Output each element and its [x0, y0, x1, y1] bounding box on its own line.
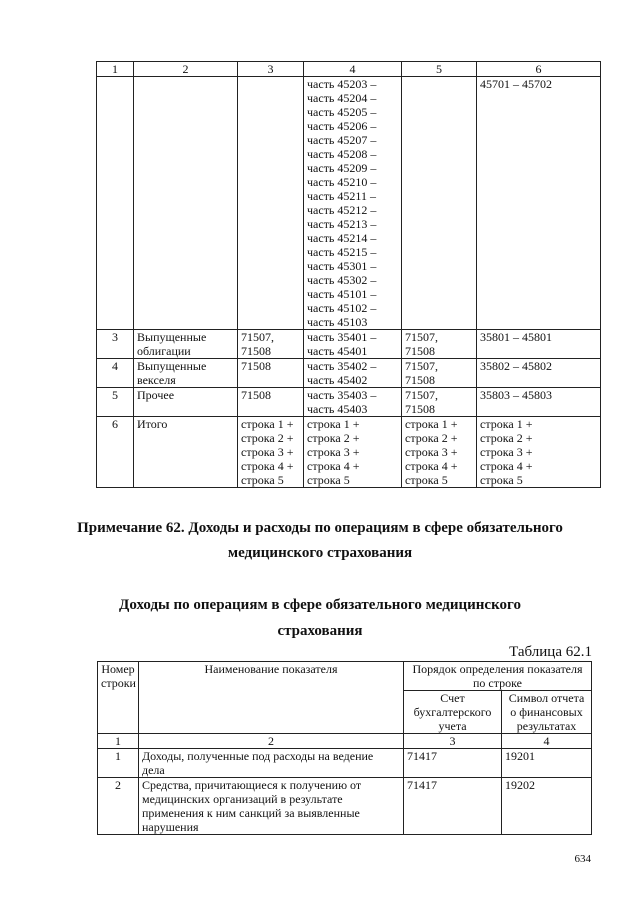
table-cell	[304, 77, 402, 330]
cell-line: часть 35401 –	[307, 330, 377, 344]
cell-line: часть 35403 –	[307, 388, 377, 402]
cell-line: 35802 – 45802	[480, 359, 552, 373]
cell-line: 71508	[405, 373, 435, 387]
cell-line: строка 4 +	[405, 459, 458, 473]
cell-line: часть 45213 –	[307, 217, 377, 231]
table-number: Таблица 62.1	[509, 644, 592, 660]
cell-line: 3	[112, 330, 118, 344]
cell-line: применения к ним санкций за выявленные	[142, 806, 360, 820]
header-determination-order	[404, 662, 592, 691]
table-cell	[134, 359, 238, 388]
cell-line: строка 4 +	[307, 459, 360, 473]
cell-line: 71508	[405, 344, 435, 358]
header-report-symbol	[502, 691, 592, 734]
section-title-continued	[0, 623, 640, 640]
header-line: строки	[101, 676, 136, 690]
table-cell	[238, 330, 304, 359]
cell-line: строка 2 +	[480, 431, 533, 445]
header-line: учета	[438, 719, 467, 733]
cell-line: строка 2 +	[241, 431, 294, 445]
cell-line: часть 45203 –	[307, 77, 377, 91]
cell-line: 71508	[241, 344, 271, 358]
section-title	[0, 597, 640, 614]
table-header-row	[98, 662, 592, 691]
cell-line: строка 4 +	[241, 459, 294, 473]
table-row	[98, 749, 592, 778]
cell-line: 71507,	[405, 330, 438, 344]
table-cell	[477, 330, 601, 359]
note-title-line: Примечание 62. Доходы и расходы по операциям в сфере обязательного	[77, 520, 563, 536]
table-cell	[97, 388, 134, 417]
note-title-continued	[0, 545, 640, 562]
header-cell: 5	[402, 62, 477, 77]
account-cell: 71417	[404, 778, 502, 835]
table-cell	[477, 77, 601, 330]
cell-line: часть 45208 –	[307, 147, 377, 161]
cell-line: Средства, причитающиеся к получению от	[142, 778, 362, 792]
cell-line: часть 45102 –	[307, 301, 377, 315]
header-line: результатах	[516, 719, 577, 733]
header-line: Символ отчета	[508, 691, 585, 705]
header-row-number	[98, 662, 139, 734]
cell-line: 71508	[405, 402, 435, 416]
table-cell	[402, 330, 477, 359]
cell-line: строка 5	[307, 473, 350, 487]
cell-line: строка 5	[241, 473, 284, 487]
table-row	[98, 778, 592, 835]
table-cell	[477, 417, 601, 488]
table-cell	[304, 417, 402, 488]
account-cell: 71417	[404, 749, 502, 778]
cell-line: строка 3 +	[241, 445, 294, 459]
cell-line: часть 45211 –	[307, 189, 376, 203]
table-cell	[134, 417, 238, 488]
table-cell	[402, 417, 477, 488]
header-line: Номер	[101, 662, 135, 676]
table-cell	[97, 417, 134, 488]
table-row	[97, 330, 601, 359]
header-cell: 4	[304, 62, 402, 77]
cell-line: облигации	[137, 344, 191, 358]
cell-line: часть 45210 –	[307, 175, 377, 189]
header-line: Счет	[440, 691, 465, 705]
cell-line: строка 2 +	[405, 431, 458, 445]
cell-line: строка 1 +	[241, 417, 294, 431]
header-line: бухгалтерского	[413, 705, 492, 719]
table-row	[97, 77, 601, 330]
header-cell: 3	[404, 734, 502, 749]
row-number-cell: 1	[98, 749, 139, 778]
omi-income-table	[97, 661, 592, 835]
cell-line: нарушения	[142, 820, 199, 834]
header-cell: 4	[502, 734, 592, 749]
row-number-cell: 2	[98, 778, 139, 835]
table-row	[97, 388, 601, 417]
header-line: Порядок определения показателя	[412, 662, 583, 676]
cell-line: строка 1 +	[480, 417, 533, 431]
indicator-name-cell	[139, 778, 404, 835]
cell-line: 45701 – 45702	[480, 77, 552, 91]
header-line: Наименование показателя	[204, 662, 338, 676]
cell-line: 4	[112, 359, 118, 373]
header-cell: 3	[238, 62, 304, 77]
table-cell	[477, 359, 601, 388]
table-cell	[134, 330, 238, 359]
income-expense-table	[96, 61, 601, 488]
table-cell	[402, 359, 477, 388]
cell-line: строка 2 +	[307, 431, 360, 445]
table-cell	[477, 388, 601, 417]
cell-line: 5	[112, 388, 118, 402]
table-body	[98, 749, 592, 835]
report-symbol-cell: 19201	[502, 749, 592, 778]
header-cell: 1	[98, 734, 139, 749]
cell-line: Итого	[137, 417, 168, 431]
table-cell	[304, 359, 402, 388]
cell-line: часть 35402 –	[307, 359, 377, 373]
cell-line: строка 3 +	[307, 445, 360, 459]
table-cell	[134, 388, 238, 417]
cell-line: строка 3 +	[480, 445, 533, 459]
header-indicator-name	[139, 662, 404, 734]
cell-line: 71508	[241, 388, 271, 402]
cell-line: строка 5	[405, 473, 448, 487]
cell-line: часть 45103	[307, 315, 368, 329]
cell-line: часть 45403	[307, 402, 368, 416]
cell-line: медицинских организаций в результате	[142, 792, 343, 806]
cell-line: часть 45215 –	[307, 245, 377, 259]
cell-line: дела	[142, 763, 165, 777]
cell-line: часть 45101 –	[307, 287, 377, 301]
cell-line: часть 45301 –	[307, 259, 377, 273]
cell-line: строка 4 +	[480, 459, 533, 473]
table-cell	[238, 417, 304, 488]
table-header-numbering	[97, 62, 601, 77]
header-line: о финансовых	[510, 705, 583, 719]
cell-line: часть 45206 –	[307, 119, 377, 133]
cell-line: Прочее	[137, 388, 175, 402]
cell-line: часть 45302 –	[307, 273, 377, 287]
cell-line: 71507,	[241, 330, 274, 344]
table-cell	[134, 77, 238, 330]
table-cell	[238, 359, 304, 388]
cell-line: векселя	[137, 373, 176, 387]
table-cell	[402, 388, 477, 417]
cell-line: часть 45402	[307, 373, 368, 387]
note-title	[0, 520, 640, 537]
table-row	[97, 359, 601, 388]
page-number: 634	[574, 853, 591, 865]
cell-line: 35803 – 45803	[480, 388, 552, 402]
report-symbol-cell: 19202	[502, 778, 592, 835]
cell-line: 6	[112, 417, 118, 431]
table-header-numbering	[98, 734, 592, 749]
cell-line: 35801 – 45801	[480, 330, 552, 344]
section-title-line: страхования	[277, 623, 363, 639]
header-cell: 2	[139, 734, 404, 749]
cell-line: 71507,	[405, 359, 438, 373]
table-cell	[402, 77, 477, 330]
table-cell	[238, 77, 304, 330]
cell-line: строка 5	[480, 473, 523, 487]
cell-line: 71507,	[405, 388, 438, 402]
indicator-name-cell	[139, 749, 404, 778]
cell-line: часть 45205 –	[307, 105, 377, 119]
cell-line: Доходы, полученные под расходы на ведение	[142, 749, 374, 763]
table-row	[97, 417, 601, 488]
cell-line: часть 45207 –	[307, 133, 377, 147]
cell-line: часть 45209 –	[307, 161, 377, 175]
section-title-line: Доходы по операциям в сфере обязательного медицинского	[119, 597, 521, 613]
cell-line: строка 1 +	[307, 417, 360, 431]
header-cell: 6	[477, 62, 601, 77]
note-title-line: медицинского страхования	[227, 545, 413, 561]
table-cell	[304, 330, 402, 359]
header-account	[404, 691, 502, 734]
table-cell	[238, 388, 304, 417]
cell-line: часть 45214 –	[307, 231, 377, 245]
table-cell	[304, 388, 402, 417]
cell-line: строка 1 +	[405, 417, 458, 431]
header-cell: 1	[97, 62, 134, 77]
table-cell	[97, 77, 134, 330]
table-cell	[97, 330, 134, 359]
cell-line: строка 3 +	[405, 445, 458, 459]
cell-line: часть 45401	[307, 344, 368, 358]
cell-line: Выпущенные	[137, 330, 207, 344]
cell-line: Выпущенные	[137, 359, 207, 373]
cell-line: часть 45212 –	[307, 203, 377, 217]
header-cell: 2	[134, 62, 238, 77]
table-body	[97, 77, 601, 488]
cell-line: часть 45204 –	[307, 91, 377, 105]
cell-line: 71508	[241, 359, 271, 373]
table-cell	[97, 359, 134, 388]
header-line: по строке	[473, 676, 522, 690]
